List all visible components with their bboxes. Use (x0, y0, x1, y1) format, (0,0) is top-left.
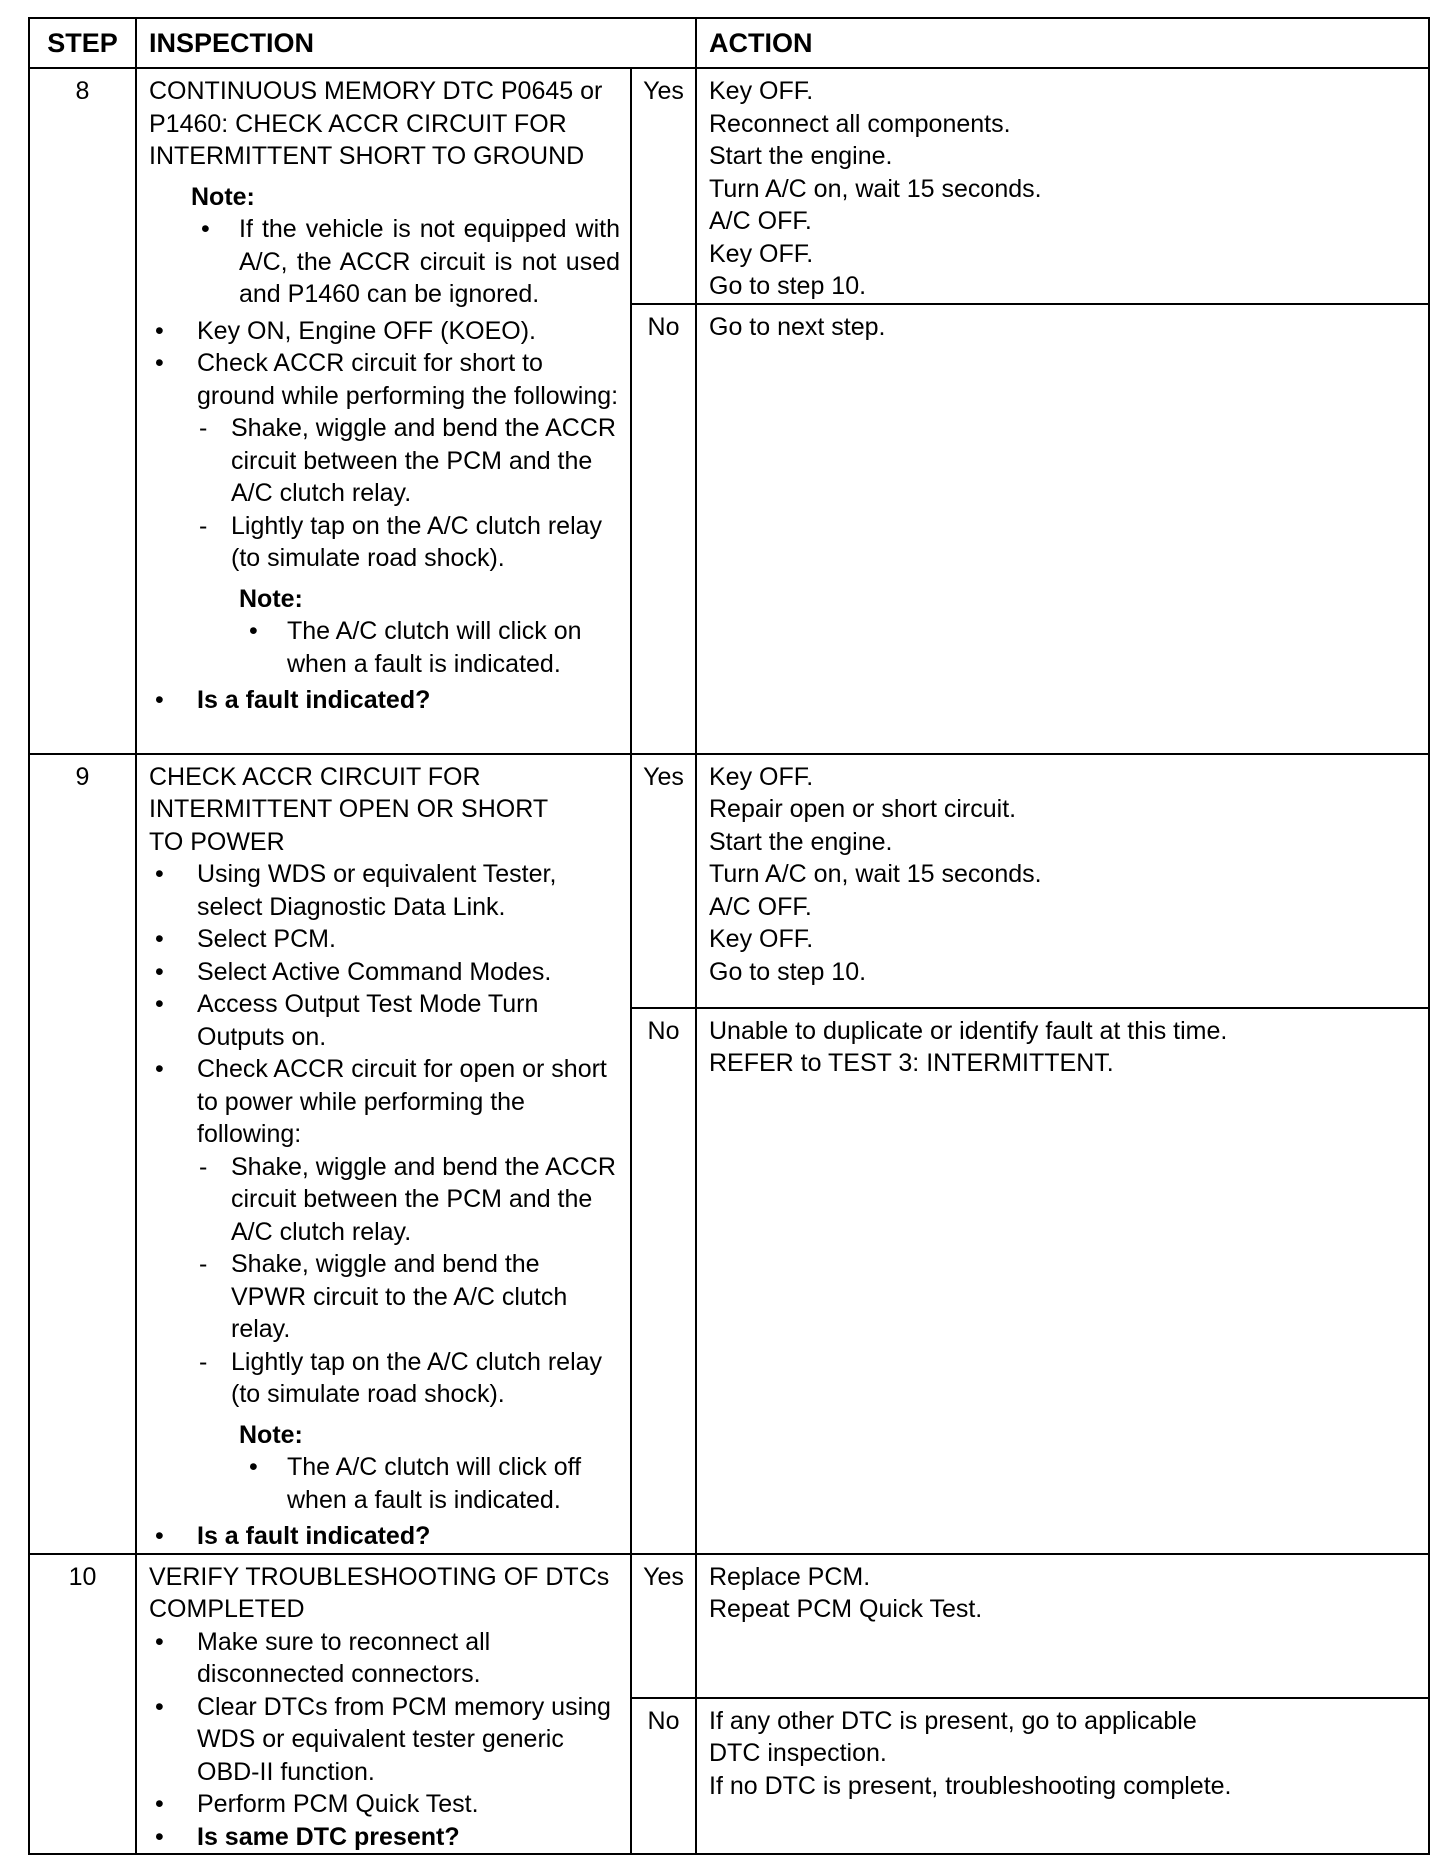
step-10-yes-row (29, 1554, 1429, 1698)
no-action: If any other DTC is present, go to applicable DTC inspection. If no DTC is present, troubleshooting complete. (696, 1698, 1429, 1855)
yes-label: Yes (631, 754, 696, 1008)
inspection-bullet: • Using WDS or equivalent Tester, select Diagnostic Data Link. (149, 858, 620, 923)
yes-action: Replace PCM. Repeat PCM Quick Test. (696, 1554, 1429, 1698)
no-action: Unable to duplicate or identify fault at this time. REFER to TEST 3: INTERMITTENT. (696, 1008, 1429, 1554)
inspection-bullet: • Clear DTCs from PCM memory using WDS or equivalent tester generic OBD-II function. (149, 1691, 620, 1789)
inspection-cell (136, 754, 631, 1554)
yes-action: Key OFF. Reconnect all components. Start the engine. Turn A/C on, wait 15 seconds. A/C OFF. Key OFF. Go to step 10. (696, 68, 1429, 304)
yes-label: Yes (631, 68, 696, 304)
inspection-bullet: • Access Output Test Mode Turn Outputs on. (149, 988, 620, 1053)
inspection-cell (136, 1554, 631, 1855)
inspection-bullet: • Select Active Command Modes. (149, 956, 620, 989)
inspection-sub-item: - Lightly tap on the A/C clutch relay (to simulate road shock). (149, 510, 620, 575)
inspection-bullet: • Select PCM. (149, 923, 620, 956)
step-8-yes-row (29, 68, 1429, 304)
troubleshooting-table (28, 17, 1430, 1855)
inspection-sub-item: - Shake, wiggle and bend the ACCR circuit between the PCM and the A/C clutch relay. (149, 412, 620, 510)
inspection-sub-item: - Shake, wiggle and bend the ACCR circuit between the PCM and the A/C clutch relay. (149, 1151, 620, 1249)
note (239, 583, 620, 681)
header-step: STEP (29, 18, 136, 68)
question: Is same DTC present? (197, 1822, 460, 1851)
note-heading: Note: (239, 1420, 303, 1449)
note-heading: Note: (191, 182, 255, 211)
inspection-bullet: • Check ACCR circuit for short to ground while performing the following: (149, 347, 620, 412)
inspection-bullet: • Check ACCR circuit for open or short to power while performing the following: (149, 1053, 620, 1151)
inspection-bullet: • Key ON, Engine OFF (KOEO). (149, 315, 620, 348)
no-action: Go to next step. (696, 304, 1429, 754)
note (239, 1419, 620, 1517)
header-action: ACTION (696, 18, 1429, 68)
inspection-sub-item: - Shake, wiggle and bend the VPWR circuit to the A/C clutch relay. (149, 1248, 620, 1346)
note-item: • The A/C clutch will click on when a fault is indicated. (239, 615, 620, 680)
note-item: • The A/C clutch will click off when a fault is indicated. (239, 1451, 620, 1516)
inspection-sub-item: - Lightly tap on the A/C clutch relay (to simulate road shock). (149, 1346, 620, 1411)
no-label: No (631, 1698, 696, 1855)
question: Is a fault indicated? (197, 1522, 431, 1550)
inspection-cell (136, 68, 631, 754)
inspection-title: VERIFY TROUBLESHOOTING OF DTCs COMPLETED (149, 1562, 610, 1623)
inspection-bullet: • Perform PCM Quick Test. (149, 1788, 620, 1821)
inspection-title: CONTINUOUS MEMORY DTC P0645 or P1460: CHECK ACCR CIRCUIT FOR INTERMITTENT SHORT TO GROUND (149, 77, 603, 170)
question: Is a fault indicated? (197, 686, 431, 714)
no-label: No (631, 304, 696, 754)
note (191, 181, 620, 311)
step-number: 9 (29, 754, 136, 1554)
inspection-bullet: • Make sure to reconnect all disconnected connectors. (149, 1626, 620, 1691)
header-row (29, 18, 1429, 68)
note-item: • If the vehicle is not equipped with A/C, the ACCR circuit is not used and P1460 can be ignored. (191, 213, 620, 311)
step-number: 8 (29, 68, 136, 754)
yes-action: Key OFF. Repair open or short circuit. Start the engine. Turn A/C on, wait 15 seconds. A/C OFF. Key OFF. Go to step 10. (696, 754, 1429, 1008)
header-inspection: INSPECTION (136, 18, 696, 68)
note-heading: Note: (239, 584, 303, 613)
step-9-yes-row (29, 754, 1429, 1008)
no-label: No (631, 1008, 696, 1554)
inspection-title: CHECK ACCR CIRCUIT FOR INTERMITTENT OPEN OR SHORT TO POWER (149, 762, 549, 856)
yes-label: Yes (631, 1554, 696, 1698)
step-number: 10 (29, 1554, 136, 1855)
